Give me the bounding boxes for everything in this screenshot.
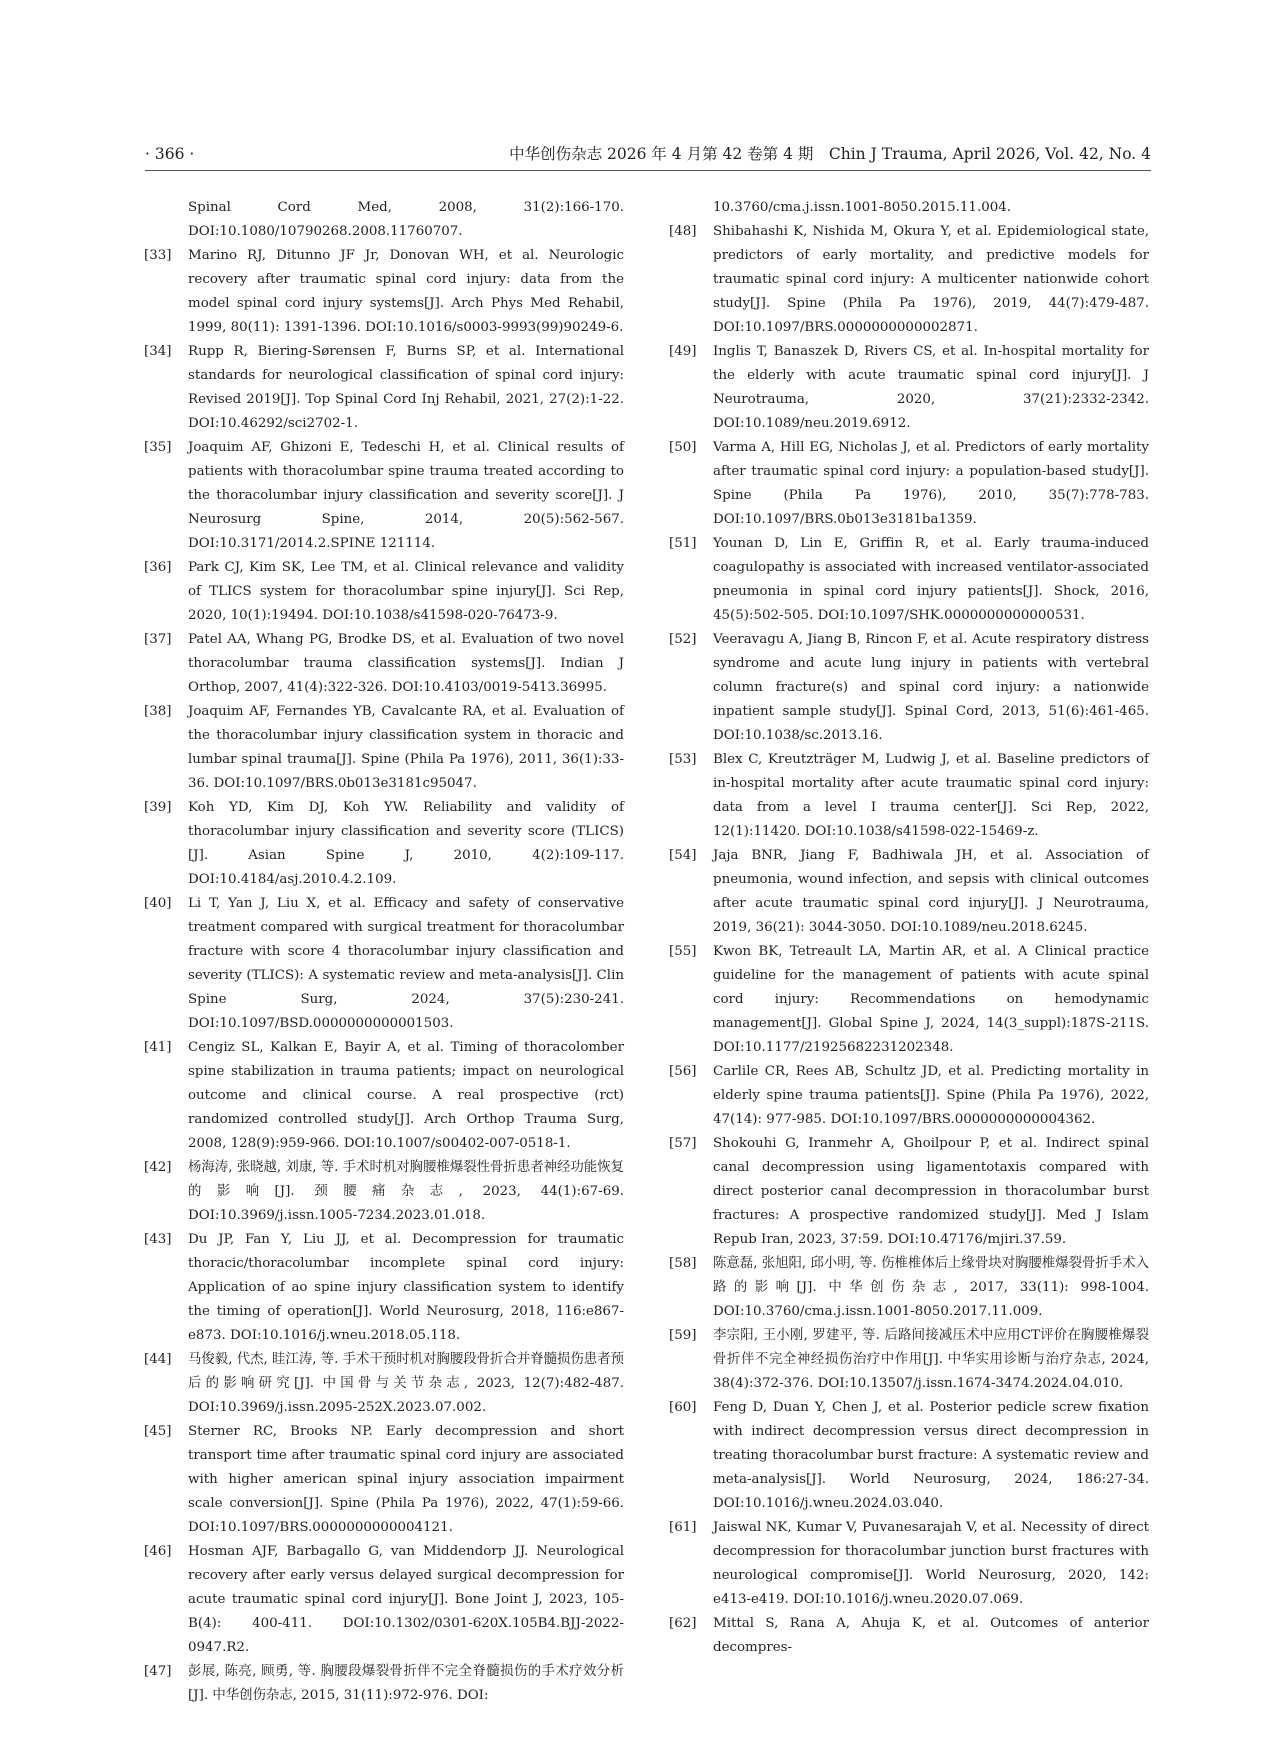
reference-entry (669, 1612, 1149, 1660)
reference-text: Varma A, Hill EG, Nicholas J, et al. Predictors of early mortality after traumatic spinal cord injury: a population-based study[J]. Spine (Phila Pa 1976), 2010, 35(7):778-783. DOI:10.1097/BRS.0b013e3181ba1359. (713, 440, 1149, 527)
reference-entry (669, 1324, 1149, 1396)
reference-entry (669, 1396, 1149, 1516)
page-number: · 366 · (145, 145, 195, 163)
reference-text: 马俊毅, 代杰, 眭江涛, 等. 手术干预时机对胸腰段骨折合并脊髓损伤患者预后的影响研究[J]. 中国骨与关节杂志, 2023, 12(7):482-487. DOI:10.3969/j.issn.2095-252X.2023.07.002. (188, 1352, 624, 1415)
reference-entry (669, 1516, 1149, 1612)
reference-entry (144, 1036, 624, 1156)
reference-number: [47] (144, 1664, 172, 1679)
reference-number: [59] (669, 1328, 697, 1343)
reference-text: Blex C, Kreutzträger M, Ludwig J, et al. Baseline predictors of in-hospital mortality after acute traumatic spinal cord injury: data from a level I trauma center[J]. Sci Rep, 2022, 12(1):11420. DOI:10.1038/s41598-022-15469-z. (713, 752, 1149, 839)
reference-text: Sterner RC, Brooks NP. Early decompression and short transport time after traumatic spinal cord injury are associated with higher american spinal injury association impairment scale conversion[J]. Spine (Phila Pa 1976), 2022, 47(1):59-66. DOI:10.1097/BRS.0000000000004121. (188, 1424, 624, 1535)
reference-number: [48] (669, 224, 697, 239)
reference-number: [55] (669, 944, 697, 959)
reference-text: Veeravagu A, Jiang B, Rincon F, et al. Acute respiratory distress syndrome and acute lung injury in patients with vertebral column fracture(s) and spinal cord injury: a nationwide inpatient sample study[J]. Spinal Cord, 2013, 51(6):461-465. DOI:10.1038/sc.2013.16. (713, 632, 1149, 743)
reference-text: Du JP, Fan Y, Liu JJ, et al. Decompression for traumatic thoracic/thoracolumbar incomplete spinal cord injury: Application of ao spine injury classification system to identify the timing of operation[J]. World Neurosurg, 2018, 116:e867-e873. DOI:10.1016/j.wneu.2018.05.118. (188, 1232, 624, 1343)
reference-text: Carlile CR, Rees AB, Schultz JD, et al. Predicting mortality in elderly spine trauma patients[J]. Spine (Phila Pa 1976), 2022, 47(14): 977-985. DOI:10.1097/BRS.0000000000004362. (713, 1064, 1149, 1127)
reference-text: 杨海涛, 张晓越, 刘康, 等. 手术时机对胸腰椎爆裂性骨折患者神经功能恢复的影响[J]. 颈腰痛杂志, 2023, 44(1):67-69. DOI:10.3969/j.issn.1005-7234.2023.01.018. (188, 1160, 624, 1223)
reference-entry (669, 1132, 1149, 1252)
reference-entry (144, 436, 624, 556)
reference-entry (669, 340, 1149, 436)
reference-text: Cengiz SL, Kalkan E, Bayir A, et al. Timing of thoracolomber spine stabilization in trauma patients; impact on neurological outcome and clinical course. A real prospective (rct) randomized controlled study[J]. Arch Orthop Trauma Surg, 2008, 128(9):959-966. DOI:10.1007/s00402-007-0518-1. (188, 1040, 624, 1151)
reference-number: [62] (669, 1616, 697, 1631)
reference-entry (669, 940, 1149, 1060)
header-divider (145, 170, 1151, 171)
reference-text: 李宗阳, 王小刚, 罗建平, 等. 后路间接减压术中应用CT评价在胸腰椎爆裂骨折伴不完全神经损伤治疗中作用[J]. 中华实用诊断与治疗杂志, 2024, 38(4):372-376. DOI:10.13507/j.issn.1674-3474.2024.04.010. (713, 1328, 1149, 1391)
reference-number: [45] (144, 1424, 172, 1439)
reference-number: [53] (669, 752, 697, 767)
journal-citation: 中华创伤杂志 2026 年 4 月第 42 卷第 4 期 Chin J Trauma, April 2026, Vol. 42, No. 4 (509, 145, 1151, 163)
reference-entry (144, 796, 624, 892)
reference-number: [39] (144, 800, 172, 815)
reference-entry (144, 340, 624, 436)
reference-text: Koh YD, Kim DJ, Koh YW. Reliability and validity of thoracolumbar injury classification and severity score (TLICS)[J]. Asian Spine J, 2010, 4(2):109-117. DOI:10.4184/asj.2010.4.2.109. (188, 800, 624, 887)
reference-text: 彭展, 陈亮, 顾勇, 等. 胸腰段爆裂骨折伴不完全脊髓损伤的手术疗效分析[J]. 中华创伤杂志, 2015, 31(11):972-976. DOI: (188, 1664, 624, 1703)
reference-text: Li T, Yan J, Liu X, et al. Efficacy and safety of conservative treatment compared with surgical treatment for thoracolumbar fracture with score 4 thoracolumbar injury classification and severity (TLICS): A systematic review and meta-analysis[J]. Clin Spine Surg, 2024, 37(5):230-241. DOI:10.1097/BSD.0000000000001503. (188, 896, 624, 1031)
reference-number: [42] (144, 1160, 172, 1175)
reference-text: Younan D, Lin E, Griffin R, et al. Early trauma-induced coagulopathy is associated with increased ventilator-associated pneumonia in spinal cord injury patients[J]. Shock, 2016, 45(5):502-505. DOI:10.1097/SHK.0000000000000531. (713, 536, 1149, 623)
reference-text: Jaiswal NK, Kumar V, Puvanesarajah V, et al. Necessity of direct decompression for thoracolumbar junction burst fractures with neurological compromise[J]. World Neurosurg, 2020, 142: e413-e419. DOI:10.1016/j.wneu.2020.07.069. (713, 1520, 1149, 1607)
reference-entry (144, 244, 624, 340)
reference-entry (144, 1540, 624, 1660)
reference-number: [57] (669, 1136, 697, 1151)
reference-entry (144, 628, 624, 700)
reference-entry (144, 1660, 624, 1708)
reference-number: [40] (144, 896, 172, 911)
left-column (144, 196, 624, 1708)
reference-number: [37] (144, 632, 172, 647)
reference-text: Joaquim AF, Ghizoni E, Tedeschi H, et al. Clinical results of patients with thoracolumbar spine trauma treated according to the thoracolumbar injury classification and severity score[J]. J Neurosurg Spine, 2014, 20(5):562-567. DOI:10.3171/2014.2.SPINE 121114. (188, 440, 624, 551)
reference-text: Shokouhi G, Iranmehr A, Ghoilpour P, et al. Indirect spinal canal decompression using ligamentotaxis compared with direct posterior canal decompression in thoracolumbar burst fractures: A prospective randomized study[J]. Med J Islam Repub Iran, 2023, 37:59. DOI:10.47176/mjiri.37.59. (713, 1136, 1149, 1247)
reference-entry (144, 1228, 624, 1348)
reference-number: [41] (144, 1040, 172, 1055)
reference-number: [36] (144, 560, 172, 575)
reference-text: Mittal S, Rana A, Ahuja K, et al. Outcomes of anterior decompres- (713, 1616, 1149, 1655)
reference-text: Jaja BNR, Jiang F, Badhiwala JH, et al. Association of pneumonia, wound infection, and sepsis with clinical outcomes after acute traumatic spinal cord injury[J]. J Neurotrauma, 2019, 36(21): 3044-3050. DOI:10.1089/neu.2018.6245. (713, 848, 1149, 935)
reference-text: Hosman AJF, Barbagallo G, van Middendorp JJ. Neurological recovery after early versus delayed surgical decompression for acute traumatic spinal cord injury[J]. Bone Joint J, 2023, 105-B(4): 400-411. DOI:10.1302/0301-620X.105B4.BJJ-2022-0947.R2. (188, 1544, 624, 1655)
reference-entry (144, 700, 624, 796)
reference-number: [46] (144, 1544, 172, 1559)
reference-text: Marino RJ, Ditunno JF Jr, Donovan WH, et al. Neurologic recovery after traumatic spinal cord injury: data from the model spinal cord injury systems[J]. Arch Phys Med Rehabil, 1999, 80(11): 1391-1396. DOI:10.1016/s0003-9993(99)90249-6. (188, 248, 624, 335)
reference-number: [56] (669, 1064, 697, 1079)
running-header (145, 142, 1151, 166)
reference-text: Joaquim AF, Fernandes YB, Cavalcante RA, et al. Evaluation of the thoracolumbar injury classification system in thoracic and lumbar spinal trauma[J]. Spine (Phila Pa 1976), 2011, 36(1):33-36. DOI:10.1097/BRS.0b013e3181c95047. (188, 704, 624, 791)
reference-entry (144, 892, 624, 1036)
reference-number: [52] (669, 632, 697, 647)
reference-text: Patel AA, Whang PG, Brodke DS, et al. Evaluation of two novel thoracolumbar trauma classification systems[J]. Indian J Orthop, 2007, 41(4):322-326. DOI:10.4103/0019-5413.36995. (188, 632, 624, 695)
reference-text: Kwon BK, Tetreault LA, Martin AR, et al. A Clinical practice guideline for the management of patients with acute spinal cord injury: Recommendations on hemodynamic management[J]. Global Spine J, 2024, 14(3_suppl):187S-211S. DOI:10.1177/21925682231202348. (713, 944, 1149, 1055)
reference-number: [38] (144, 704, 172, 719)
reference-number: [44] (144, 1352, 172, 1367)
reference-entry (669, 844, 1149, 940)
reference-number: [54] (669, 848, 697, 863)
reference-text: Inglis T, Banaszek D, Rivers CS, et al. In-hospital mortality for the elderly with acute traumatic spinal cord injury[J]. J Neurotrauma, 2020, 37(21):2332-2342. DOI:10.1089/neu.2019.6912. (713, 344, 1149, 431)
reference-number: [61] (669, 1520, 697, 1535)
reference-entry (669, 628, 1149, 748)
reference-text: Feng D, Duan Y, Chen J, et al. Posterior pedicle screw fixation with indirect decompression versus direct decompression in treating thoracolumbar burst fracture: A systematic review and meta-analysis[J]. World Neurosurg, 2024, 186:27-34. DOI:10.1016/j.wneu.2024.03.040. (713, 1400, 1149, 1511)
right-column (669, 196, 1149, 1660)
reference-text: Shibahashi K, Nishida M, Okura Y, et al. Epidemiological state, predictors of early mortality, and predictive models for traumatic spinal cord injury: A multicenter nationwide cohort study[J]. Spine (Phila Pa 1976), 2019, 44(7):479-487. DOI:10.1097/BRS.0000000000002871. (713, 224, 1149, 335)
reference-entry (669, 436, 1149, 532)
reference-entry (144, 1348, 624, 1420)
reference-entry (669, 1060, 1149, 1132)
reference-text: Rupp R, Biering-Sørensen F, Burns SP, et al. International standards for neurological classification of spinal cord injury: Revised 2019[J]. Top Spinal Cord Inj Rehabil, 2021, 27(2):1-22. DOI:10.46292/sci2702-1. (188, 344, 624, 431)
reference-entry (669, 220, 1149, 340)
reference-number: [58] (669, 1256, 697, 1271)
reference-entry (669, 1252, 1149, 1324)
reference-number: [43] (144, 1232, 172, 1247)
reference-number: [49] (669, 344, 697, 359)
reference-entry (669, 748, 1149, 844)
reference-number: [50] (669, 440, 697, 455)
reference-entry (144, 556, 624, 628)
reference-number: [33] (144, 248, 172, 263)
reference-text: Spinal Cord Med, 2008, 31(2):166-170. DOI:10.1080/10790268.2008.11760707. (188, 200, 624, 239)
reference-text: Park CJ, Kim SK, Lee TM, et al. Clinical relevance and validity of TLICS system for thoracolumbar spine injury[J]. Sci Rep, 2020, 10(1):19494. DOI:10.1038/s41598-020-76473-9. (188, 560, 624, 623)
reference-number: [60] (669, 1400, 697, 1415)
reference-entry (669, 532, 1149, 628)
reference-number: [34] (144, 344, 172, 359)
reference-text: 10.3760/cma.j.issn.1001-8050.2015.11.004. (713, 200, 1012, 215)
reference-number: [35] (144, 440, 172, 455)
reference-entry (144, 1420, 624, 1540)
reference-entry (144, 1156, 624, 1228)
reference-number: [51] (669, 536, 697, 551)
reference-continuation (669, 196, 1149, 220)
reference-continuation (144, 196, 624, 244)
reference-text: 陈意磊, 张旭阳, 邱小明, 等. 伤椎椎体后上缘骨块对胸腰椎爆裂骨折手术入路的影响[J]. 中华创伤杂志, 2017, 33(11): 998-1004. DOI:10.3760/cma.j.issn.1001-8050.2017.11.009. (713, 1256, 1149, 1319)
